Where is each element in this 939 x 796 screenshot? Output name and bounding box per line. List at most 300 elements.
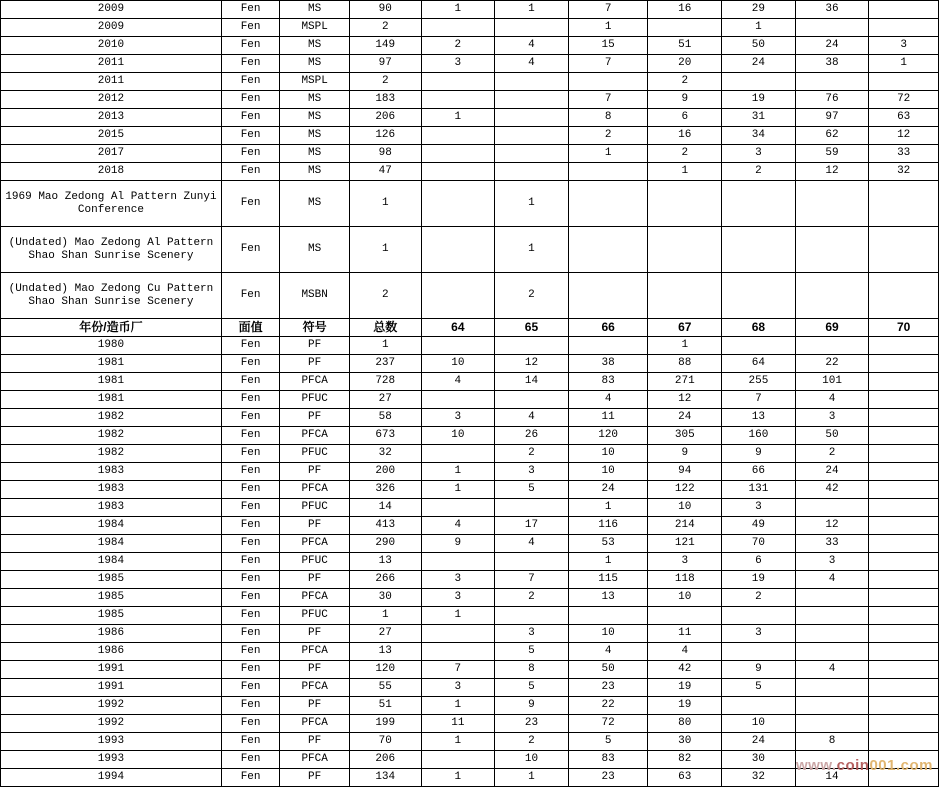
table-cell: 7 — [568, 91, 648, 109]
table-cell: 23 — [568, 769, 648, 787]
table-cell — [421, 337, 495, 355]
table-cell: 122 — [648, 481, 722, 499]
table-cell: 14 — [495, 373, 569, 391]
table-cell: 1 — [421, 109, 495, 127]
table-cell — [869, 571, 939, 589]
table-cell: 27 — [349, 391, 421, 409]
watermark-part3: 001.com — [869, 757, 933, 774]
table-cell — [648, 227, 722, 273]
table-cell: 22 — [568, 697, 648, 715]
table-cell: 63 — [869, 109, 939, 127]
table-cell: 70 — [349, 733, 421, 751]
column-header-cell: 符号 — [280, 319, 350, 337]
table-cell: 83 — [568, 373, 648, 391]
table-cell: MS — [280, 55, 350, 73]
table-cell: 11 — [568, 409, 648, 427]
column-header-cell: 69 — [795, 319, 869, 337]
table-cell: 7 — [495, 571, 569, 589]
table-cell: 10 — [568, 625, 648, 643]
table-cell: 14 — [349, 499, 421, 517]
table-cell: 1 — [349, 607, 421, 625]
table-cell: PFUC — [280, 553, 350, 571]
table-cell — [869, 445, 939, 463]
table-cell: Fen — [221, 463, 279, 481]
table-cell: 149 — [349, 37, 421, 55]
table-cell: 51 — [648, 37, 722, 55]
table-cell: 1984 — [1, 517, 222, 535]
table-cell: 55 — [349, 679, 421, 697]
table-cell: 1 — [568, 145, 648, 163]
table-cell: 53 — [568, 535, 648, 553]
table-cell: 31 — [722, 109, 796, 127]
table-cell: 4 — [795, 571, 869, 589]
table-cell: PF — [280, 355, 350, 373]
table-cell: 9 — [648, 445, 722, 463]
table-cell: 206 — [349, 751, 421, 769]
table-cell: 72 — [568, 715, 648, 733]
table-cell: 42 — [648, 661, 722, 679]
table-row — [1, 751, 939, 769]
table-cell: MS — [280, 145, 350, 163]
table-cell: 1992 — [1, 697, 222, 715]
table-cell: 30 — [648, 733, 722, 751]
table-cell: 1982 — [1, 445, 222, 463]
table-cell: PF — [280, 733, 350, 751]
table-cell: 49 — [722, 517, 796, 535]
table-cell: 2 — [722, 589, 796, 607]
table-cell: 10 — [568, 463, 648, 481]
table-row — [1, 463, 939, 481]
table-cell: 290 — [349, 535, 421, 553]
table-cell — [795, 697, 869, 715]
column-header-cell: 68 — [722, 319, 796, 337]
table-cell — [495, 73, 569, 91]
table-cell: 8 — [495, 661, 569, 679]
table-cell — [722, 697, 796, 715]
table-cell: PFUC — [280, 391, 350, 409]
table-cell: 101 — [795, 373, 869, 391]
table-cell: 10 — [648, 589, 722, 607]
table-cell — [795, 625, 869, 643]
table-cell: 33 — [795, 535, 869, 553]
table-cell: Fen — [221, 697, 279, 715]
table-cell: 2012 — [1, 91, 222, 109]
table-cell: 24 — [568, 481, 648, 499]
table-cell: 13 — [349, 553, 421, 571]
table-cell — [795, 227, 869, 273]
column-header-cell: 年份/造币厂 — [1, 319, 222, 337]
table-cell: Fen — [221, 355, 279, 373]
table-cell — [869, 463, 939, 481]
table-row — [1, 145, 939, 163]
table-cell: 120 — [349, 661, 421, 679]
table-cell: (Undated) Mao Zedong Cu Pattern Shao Shan Sunrise Scenery — [1, 273, 222, 319]
table-cell: Fen — [221, 227, 279, 273]
table-cell: MS — [280, 1, 350, 19]
table-cell: 116 — [568, 517, 648, 535]
table-cell: 14 — [795, 769, 869, 787]
table-cell — [869, 607, 939, 625]
table-cell: 3 — [722, 145, 796, 163]
table-cell: 1 — [421, 1, 495, 19]
table-cell — [421, 181, 495, 227]
table-cell: MS — [280, 37, 350, 55]
table-cell: 3 — [869, 37, 939, 55]
watermark-part1: www. — [795, 757, 837, 774]
table-cell: 16 — [648, 1, 722, 19]
table-row — [1, 607, 939, 625]
table-cell: 3 — [795, 553, 869, 571]
table-cell: 183 — [349, 91, 421, 109]
table-cell: MS — [280, 109, 350, 127]
table-cell: 4 — [568, 391, 648, 409]
table-cell: 2 — [648, 145, 722, 163]
table-cell: 98 — [349, 145, 421, 163]
table-header-row — [1, 319, 939, 337]
table-cell — [869, 227, 939, 273]
table-cell — [869, 391, 939, 409]
column-header-cell: 总数 — [349, 319, 421, 337]
table-cell — [421, 445, 495, 463]
table-cell: 38 — [795, 55, 869, 73]
table-cell: 13 — [349, 643, 421, 661]
table-cell: 160 — [722, 427, 796, 445]
table-cell: PF — [280, 463, 350, 481]
table-cell — [421, 73, 495, 91]
table-cell: 200 — [349, 463, 421, 481]
table-cell: PFCA — [280, 679, 350, 697]
table-row — [1, 733, 939, 751]
table-cell — [495, 145, 569, 163]
table-cell: Fen — [221, 427, 279, 445]
table-cell — [648, 273, 722, 319]
table-cell: 2018 — [1, 163, 222, 181]
table-cell — [869, 643, 939, 661]
table-cell: 7 — [568, 55, 648, 73]
table-cell: 134 — [349, 769, 421, 787]
table-row — [1, 517, 939, 535]
table-cell: 76 — [795, 91, 869, 109]
table-cell: 4 — [648, 643, 722, 661]
table-cell: 4 — [495, 55, 569, 73]
table-cell: 10 — [495, 751, 569, 769]
table-cell: 5 — [722, 679, 796, 697]
table-cell: 12 — [795, 517, 869, 535]
table-cell: Fen — [221, 181, 279, 227]
table-cell — [869, 73, 939, 91]
table-cell: 2 — [495, 589, 569, 607]
table-cell — [795, 589, 869, 607]
table-cell — [722, 181, 796, 227]
table-cell: MSPL — [280, 19, 350, 37]
table-cell: Fen — [221, 715, 279, 733]
table-cell: 2013 — [1, 109, 222, 127]
table-cell — [869, 1, 939, 19]
table-cell: Fen — [221, 571, 279, 589]
table-cell: 10 — [722, 715, 796, 733]
table-cell: 4 — [421, 517, 495, 535]
table-cell — [568, 163, 648, 181]
table-cell: 728 — [349, 373, 421, 391]
table-cell: PF — [280, 769, 350, 787]
table-cell: 1 — [421, 733, 495, 751]
table-cell: 58 — [349, 409, 421, 427]
table-cell — [421, 19, 495, 37]
table-cell: 9 — [722, 661, 796, 679]
table-cell: 1 — [648, 337, 722, 355]
table-cell: 1984 — [1, 535, 222, 553]
table-cell: Fen — [221, 661, 279, 679]
table-row — [1, 91, 939, 109]
table-cell: 10 — [421, 355, 495, 373]
table-cell — [495, 127, 569, 145]
table-cell: 3 — [421, 679, 495, 697]
table-cell: 97 — [795, 109, 869, 127]
table-cell: 4 — [568, 643, 648, 661]
table-cell: 2 — [495, 445, 569, 463]
table-cell — [869, 715, 939, 733]
table-cell — [722, 607, 796, 625]
table-cell — [421, 127, 495, 145]
table-row — [1, 769, 939, 787]
table-cell: 5 — [568, 733, 648, 751]
table-row — [1, 427, 939, 445]
table-cell: 1 — [349, 181, 421, 227]
table-cell: Fen — [221, 73, 279, 91]
table-cell: 5 — [495, 679, 569, 697]
column-header-cell: 66 — [568, 319, 648, 337]
table-cell: 19 — [648, 679, 722, 697]
table-cell: 2 — [421, 37, 495, 55]
table-cell — [869, 517, 939, 535]
table-cell: 2011 — [1, 55, 222, 73]
table-cell: 214 — [648, 517, 722, 535]
table-cell: 1991 — [1, 661, 222, 679]
table-cell: 70 — [722, 535, 796, 553]
table-cell: 97 — [349, 55, 421, 73]
table-cell — [495, 337, 569, 355]
table-row — [1, 661, 939, 679]
table-cell: 1 — [495, 1, 569, 19]
table-cell: 1983 — [1, 463, 222, 481]
table-cell: 4 — [795, 391, 869, 409]
table-cell: 50 — [795, 427, 869, 445]
table-cell: 11 — [648, 625, 722, 643]
table-cell — [795, 273, 869, 319]
table-cell: 24 — [722, 733, 796, 751]
table-cell — [869, 373, 939, 391]
table-cell: 1 — [421, 463, 495, 481]
table-cell — [869, 553, 939, 571]
table-row — [1, 697, 939, 715]
table-cell: 1983 — [1, 499, 222, 517]
table-row — [1, 445, 939, 463]
table-cell — [869, 679, 939, 697]
table-cell: 4 — [495, 409, 569, 427]
table-cell: 7 — [722, 391, 796, 409]
table-row — [1, 1, 939, 19]
table-cell: 7 — [421, 661, 495, 679]
table-cell: PFCA — [280, 715, 350, 733]
table-cell: 266 — [349, 571, 421, 589]
table-cell — [795, 19, 869, 37]
table-cell: MS — [280, 127, 350, 145]
table-cell: (Undated) Mao Zedong Al Pattern Shao Shan Sunrise Scenery — [1, 227, 222, 273]
table-cell: 1 — [349, 337, 421, 355]
table-cell: 10 — [421, 427, 495, 445]
table-cell: 2 — [722, 163, 796, 181]
table-cell: 121 — [648, 535, 722, 553]
table-cell — [421, 751, 495, 769]
table-cell: 2009 — [1, 1, 222, 19]
table-cell: 19 — [722, 91, 796, 109]
table-cell: 1 — [421, 607, 495, 625]
table-cell: Fen — [221, 55, 279, 73]
table-cell — [795, 679, 869, 697]
table-cell: 83 — [568, 751, 648, 769]
table-cell: 30 — [349, 589, 421, 607]
table-cell: PFUC — [280, 445, 350, 463]
table-cell: MS — [280, 163, 350, 181]
table-cell: PFCA — [280, 643, 350, 661]
table-cell — [722, 273, 796, 319]
table-cell — [869, 19, 939, 37]
table-cell: 42 — [795, 481, 869, 499]
watermark-part2: coin — [836, 757, 870, 774]
table-cell — [568, 337, 648, 355]
table-row — [1, 55, 939, 73]
table-row — [1, 499, 939, 517]
table-cell: 1985 — [1, 589, 222, 607]
table-cell: 82 — [648, 751, 722, 769]
table-cell: 2 — [568, 127, 648, 145]
table-cell — [869, 427, 939, 445]
table-cell: 12 — [795, 163, 869, 181]
table-cell: 15 — [568, 37, 648, 55]
table-cell: Fen — [221, 109, 279, 127]
table-row — [1, 355, 939, 373]
table-cell: 2 — [349, 19, 421, 37]
table-cell: 1981 — [1, 355, 222, 373]
table-cell: 36 — [795, 1, 869, 19]
table-cell: 237 — [349, 355, 421, 373]
table-cell — [568, 273, 648, 319]
table-cell: 1986 — [1, 625, 222, 643]
table-cell: 1983 — [1, 481, 222, 499]
table-cell — [869, 769, 939, 787]
table-cell — [722, 337, 796, 355]
table-cell: 6 — [722, 553, 796, 571]
table-cell — [869, 499, 939, 517]
table-cell: 13 — [568, 589, 648, 607]
table-cell: 34 — [722, 127, 796, 145]
table-row — [1, 273, 939, 319]
table-cell: MSBN — [280, 273, 350, 319]
table-cell: PF — [280, 697, 350, 715]
table-cell: 1 — [421, 481, 495, 499]
table-cell — [795, 751, 869, 769]
table-cell: 94 — [648, 463, 722, 481]
table-cell — [795, 607, 869, 625]
table-cell: PF — [280, 661, 350, 679]
table-cell: 1991 — [1, 679, 222, 697]
table-cell: 24 — [795, 463, 869, 481]
table-cell — [648, 607, 722, 625]
table-cell: 2017 — [1, 145, 222, 163]
table-cell: 23 — [495, 715, 569, 733]
table-body — [1, 1, 939, 787]
table-cell — [495, 607, 569, 625]
table-cell: PF — [280, 625, 350, 643]
table-cell: Fen — [221, 1, 279, 19]
table-cell: 199 — [349, 715, 421, 733]
table-row — [1, 181, 939, 227]
column-header-cell: 70 — [869, 319, 939, 337]
table-cell — [869, 409, 939, 427]
table-cell — [795, 499, 869, 517]
table-cell: PF — [280, 517, 350, 535]
table-cell: 2 — [349, 73, 421, 91]
table-cell — [421, 625, 495, 643]
table-cell: Fen — [221, 391, 279, 409]
table-cell: Fen — [221, 127, 279, 145]
table-cell: 12 — [495, 355, 569, 373]
table-cell — [495, 553, 569, 571]
table-cell — [421, 227, 495, 273]
table-cell — [869, 337, 939, 355]
table-cell: 1 — [648, 163, 722, 181]
table-row — [1, 643, 939, 661]
table-row — [1, 481, 939, 499]
table-cell: Fen — [221, 679, 279, 697]
table-cell: 3 — [421, 589, 495, 607]
table-cell: Fen — [221, 481, 279, 499]
table-cell: 19 — [648, 697, 722, 715]
table-cell: 1981 — [1, 391, 222, 409]
table-cell: 23 — [568, 679, 648, 697]
table-cell: PFCA — [280, 481, 350, 499]
table-cell: 1985 — [1, 571, 222, 589]
table-cell: 29 — [722, 1, 796, 19]
table-cell: 20 — [648, 55, 722, 73]
table-cell: Fen — [221, 733, 279, 751]
table-cell: 1 — [349, 227, 421, 273]
table-cell — [495, 163, 569, 181]
table-cell: 1981 — [1, 373, 222, 391]
table-cell: 255 — [722, 373, 796, 391]
table-cell: 305 — [648, 427, 722, 445]
table-cell: Fen — [221, 145, 279, 163]
table-cell: 9 — [421, 535, 495, 553]
table-cell: 1994 — [1, 769, 222, 787]
table-cell: 4 — [795, 661, 869, 679]
table-cell — [869, 181, 939, 227]
table-cell: Fen — [221, 499, 279, 517]
table-cell — [795, 715, 869, 733]
table-cell: 8 — [568, 109, 648, 127]
table-cell: 115 — [568, 571, 648, 589]
table-cell: 271 — [648, 373, 722, 391]
table-cell: 9 — [495, 697, 569, 715]
table-cell: 2 — [495, 733, 569, 751]
table-cell — [421, 145, 495, 163]
column-header-cell: 67 — [648, 319, 722, 337]
table-cell: Fen — [221, 535, 279, 553]
table-cell: MS — [280, 181, 350, 227]
table-cell: 26 — [495, 427, 569, 445]
table-row — [1, 163, 939, 181]
table-cell: 2 — [495, 273, 569, 319]
